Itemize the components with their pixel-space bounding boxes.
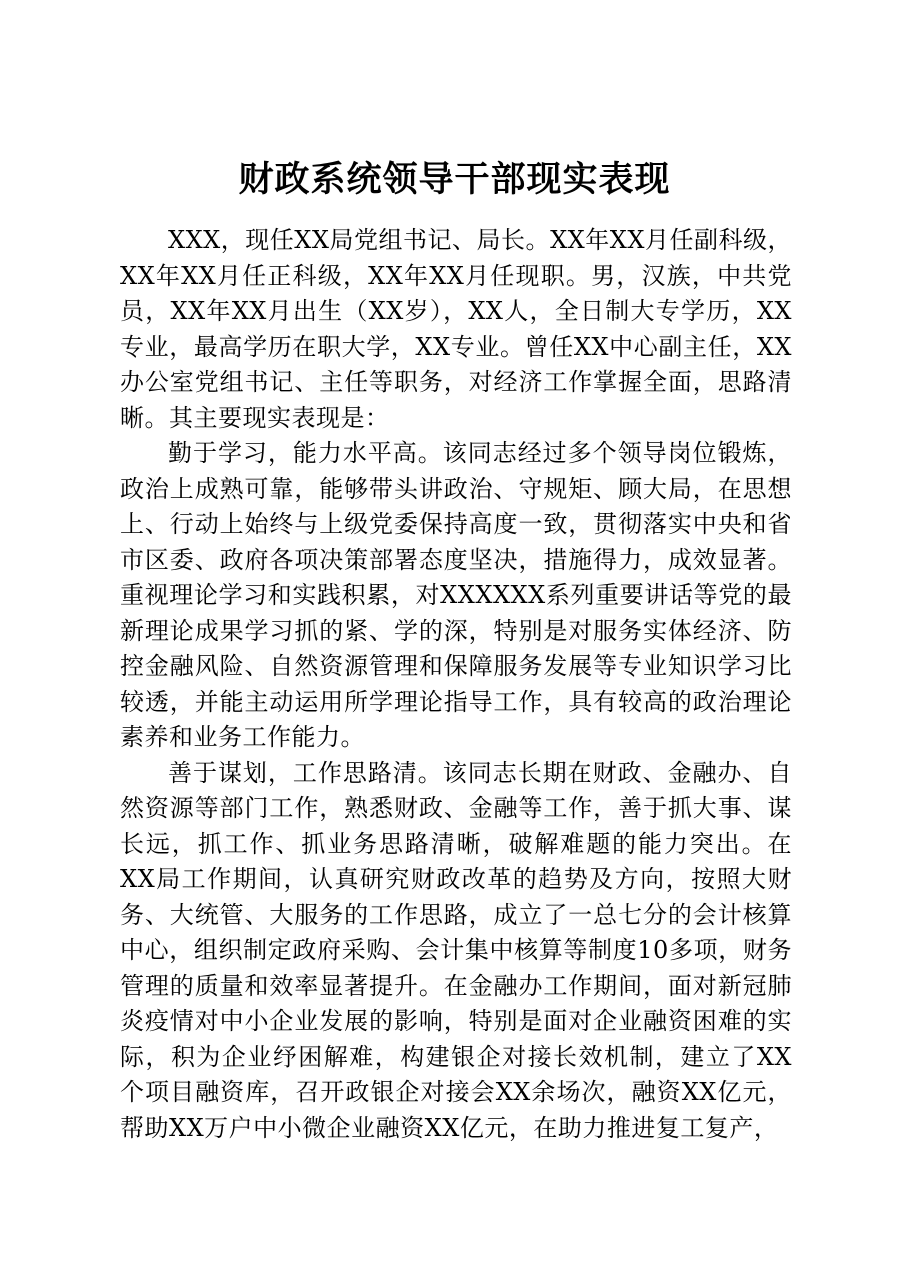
- paragraph-basic-info: XXX，现任XX局党组书记、局长。XX年XX月任副科级，XX年XX月任正科级，XX年XX月任现职。男，汉族，中共党员，XX年XX月出生（XX岁），XX人，全日制大专学历，XX专业，最高学历在职大学，XX专业。曾任XX中心副主任，XX办公室党组书记、主任等职务，对经济工作掌握全面，思路清晰。其主要现实表现是：: [120, 226, 792, 432]
- document-title: 财政系统领导干部现实表现: [238, 159, 671, 200]
- document-body: [120, 223, 792, 1146]
- paragraph-study-ability: 勤于学习，能力水平高。该同志经过多个领导岗位锻炼，政治上成熟可靠，能够带头讲政治、守规矩、顾大局，在思想上、行动上始终与上级党委保持高度一致，贯彻落实中央和省市区委、政府各项决策部署态度坚决，措施得力，成效显著。重视理论学习和实践积累，对XXXXXX系列重要讲话等党的最新理论成果学习抓的紧、学的深，特别是对服务实体经济、防控金融风险、自然资源管理和保障服务发展等专业知识学习比较透，并能主动运用所学理论指导工作，具有较高的政治理论素养和业务工作能力。: [120, 439, 792, 751]
- paragraph-planning-work: 善于谋划，工作思路清。该同志长期在财政、金融办、自然资源等部门工作，熟悉财政、金融等工作，善于抓大事、谋长远，抓工作、抓业务思路清晰，破解难题的能力突出。在XX局工作期间，认真研究财政改革的趋势及方向，按照大财务、大统管、大服务的工作思路，成立了一总七分的会计核算中心，组织制定政府采购、会计集中核算等制度10多项，财务管理的质量和效率显著提升。在金融办工作期间，面对新冠肺炎疫情对中小企业发展的影响，特别是面对企业融资困难的实际，积为企业纾困解难，构建银企对接长效机制，建立了XX个项目融资库，召开政银企对接会XX余场次，融资XX亿元，帮助XX万户中小微企业融资XX亿元，在助力推进复工复产，: [120, 758, 792, 1142]
